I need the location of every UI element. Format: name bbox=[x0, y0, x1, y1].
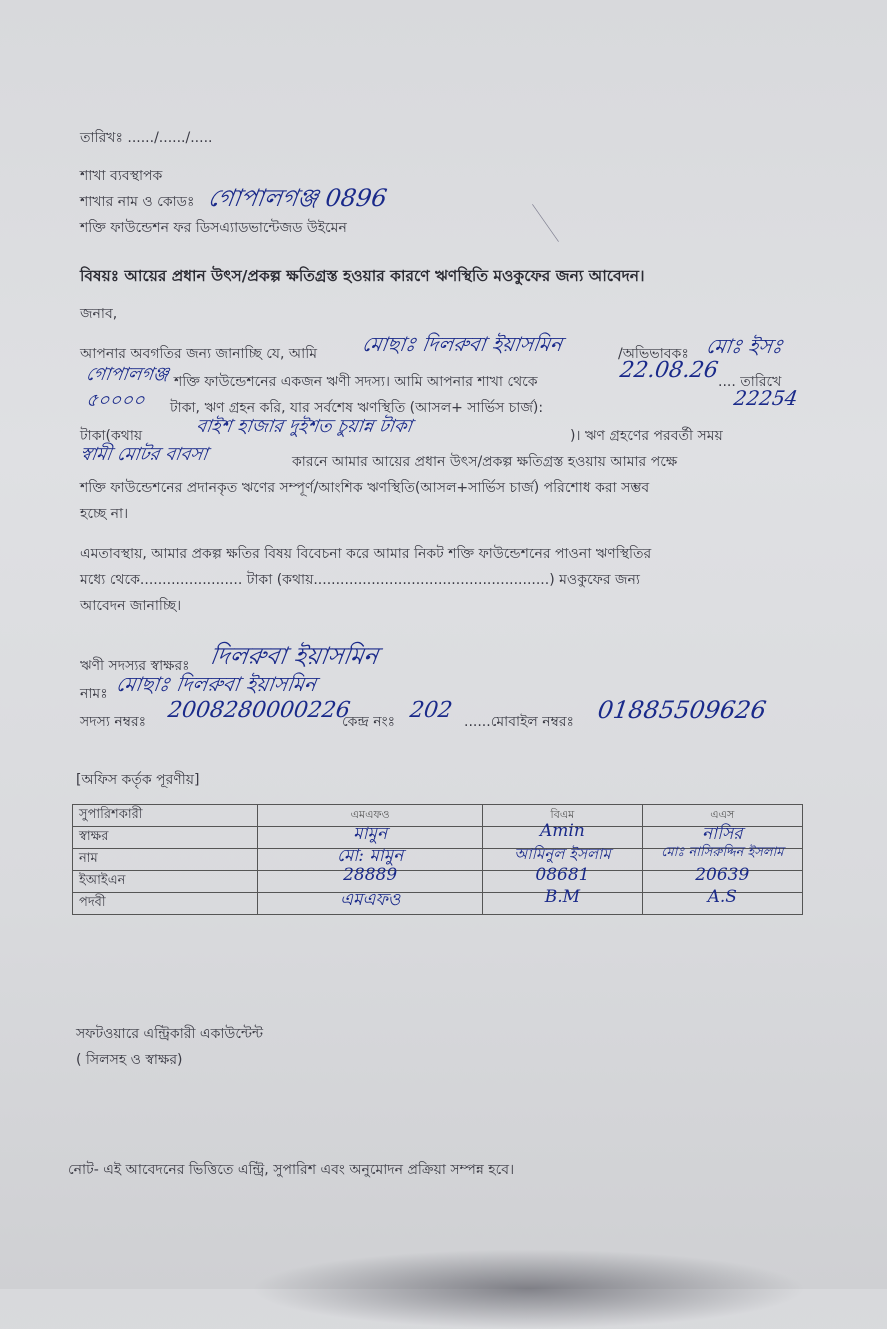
table-header-cell: বিএম bbox=[483, 805, 642, 827]
branch-handwritten: গোপালগঞ্জ bbox=[84, 364, 170, 385]
date-line: তারিখঃ ....../....../..... bbox=[80, 130, 213, 146]
subject-line: বিষয়ঃ আয়ের প্রধান উৎস/প্রকল্প ক্ষতিগ্রস্ত হওয়ার কারণে ঋণস্থিতি মওকুফের জন্য আবেদন। bbox=[80, 267, 645, 285]
row-label: ইআইএন bbox=[73, 871, 258, 893]
para1-line3-text: টাকা, ঋণ গ্রহন করি, যার সর্বশেষ ঋণস্থিতি (আসল+ সার্ভিস চার্জ): bbox=[170, 400, 544, 416]
row-label: স্বাক্ষর bbox=[73, 827, 258, 849]
accountant-label: সফটওয়ারে এন্ট্রিকারী একাউন্টেন্ট bbox=[76, 1026, 263, 1042]
member-signature-label: ঋণী সদস্যর স্বাক্ষরঃ bbox=[80, 658, 190, 674]
member-name-label: নামঃ bbox=[80, 686, 108, 702]
para1-line4-end: )। ঋণ গ্রহণের পরবর্তী সময় bbox=[570, 428, 723, 444]
handwritten-value: এমএফও bbox=[340, 890, 401, 910]
para1-line2-end: .... তারিখে bbox=[718, 374, 782, 390]
loan-amount-handwritten: ৫০০০০ bbox=[84, 390, 147, 411]
member-number-label: সদস্য নম্বরঃ bbox=[80, 714, 147, 730]
para1-line7-text: হচ্ছে না। bbox=[80, 506, 129, 522]
para1-line6-text: শক্তি ফাউন্ডেশনের প্রদানকৃত ঋণের সম্পূর্ণ/আংশিক ঋণস্থিতি(আসল+সার্ভিস চার্জ) পরিশোধ করা সম্ভব bbox=[80, 480, 650, 496]
handwritten-value: নাসির bbox=[702, 824, 743, 844]
table-row bbox=[73, 893, 803, 915]
para2-line1: এমতাবস্থায়, আমার প্রকল্প ক্ষতির বিষয় বিবেচনা করে আমার নিকট শক্তি ফাউন্ডেশনের পাওনা ঋণস্থিতির bbox=[80, 546, 652, 562]
member-name-handwritten: মোছাঃ দিলরুবা ইয়াসমিন bbox=[114, 672, 318, 696]
cause-handwritten: স্বামী মোটর বাবসা bbox=[78, 444, 209, 465]
table-cell bbox=[483, 887, 642, 915]
photo-shadow bbox=[250, 1249, 807, 1329]
table-cell bbox=[642, 887, 802, 915]
balance-handwritten: 22254 bbox=[732, 386, 800, 410]
guardian-label: /অভিভাবকঃ bbox=[618, 346, 689, 362]
handwritten-value: A.S bbox=[707, 887, 737, 907]
mobile-number-handwritten: 01885509626 bbox=[596, 696, 768, 724]
handwritten-value: আমিনুল ইসলাম bbox=[514, 845, 611, 863]
pen-stroke-mark bbox=[532, 204, 559, 242]
handwritten-value: 20639 bbox=[695, 865, 750, 885]
handwritten-value: মো: মামুন bbox=[336, 846, 404, 866]
para1-line5-text: কারনে আমার আয়ের প্রধান উৎস/প্রকল্প ক্ষতিগ্রস্ত হওয়ায় আমার পক্ষে bbox=[292, 454, 678, 470]
office-use-note: [অফিস কর্তৃক পূরণীয়] bbox=[76, 772, 200, 788]
handwritten-value: 28889 bbox=[343, 865, 398, 885]
table-cell bbox=[258, 890, 483, 915]
table-header-cell: এএস bbox=[642, 805, 802, 827]
handwritten-value: মোঃ নাসিরুদ্দিন ইসলাম bbox=[661, 845, 784, 860]
handwritten-value: মামুন bbox=[353, 824, 388, 844]
member-signature: দিলরুবা ইয়াসমিন bbox=[208, 642, 380, 670]
handwritten-value: 08681 bbox=[535, 865, 590, 885]
para1-line1-text: আপনার অবগতির জন্য জানাচ্ছি যে, আমি bbox=[80, 346, 318, 362]
table-header-cell: সুপারিশকারী bbox=[73, 805, 258, 827]
branch-label: শাখার নাম ও কোডঃ bbox=[80, 194, 195, 210]
organization-name: শক্তি ফাউন্ডেশন ফর ডিসএ্যাডভান্টেজড উইমেন bbox=[80, 220, 347, 236]
amount-in-words-handwritten: বাইশ হাজার দুইশত চুয়ান্ন টাকা bbox=[194, 416, 414, 437]
handwritten-value: Amin bbox=[540, 821, 585, 841]
para2-line2: মধ্যে থেকে....................... টাকা (কথায়.....................................................) মওকুফের জন্য bbox=[80, 572, 640, 588]
guardian-name-handwritten: মোঃ ইসঃ bbox=[704, 334, 785, 358]
accountant-seal-label: ( সিলসহ ও স্বাক্ষর) bbox=[76, 1052, 183, 1068]
addressee-title: শাখা ব্যবস্থাপক bbox=[80, 168, 163, 184]
member-number-handwritten: 2008280000226 bbox=[166, 698, 352, 723]
salutation: জনাব, bbox=[80, 306, 118, 322]
center-label: কেন্দ্র নংঃ bbox=[342, 714, 396, 730]
para1-line4-text: টাকা(কথায় bbox=[80, 428, 143, 444]
row-label: পদবী bbox=[73, 893, 258, 915]
branch-name-handwritten: গোপালগঞ্জ 0896 bbox=[206, 184, 389, 212]
table-header-cell: এমএফও bbox=[258, 805, 483, 827]
loan-date-handwritten: 22.08.26 bbox=[618, 358, 720, 383]
center-number-handwritten: 202 bbox=[408, 698, 454, 723]
handwritten-value: B.M bbox=[544, 887, 581, 907]
mobile-label: ......মোবাইল নম্বরঃ bbox=[464, 714, 574, 730]
para2-line3: আবেদন জানাচ্ছি। bbox=[80, 598, 182, 614]
recommendation-table bbox=[72, 804, 803, 915]
footer-note: নোট- এই আবেদনের ভিত্তিতে এন্ট্রি, সুপারিশ এবং অনুমোদন প্রক্রিয়া সম্পন্ন হবে। bbox=[68, 1162, 515, 1178]
row-label: নাম bbox=[73, 849, 258, 871]
applicant-name-handwritten: মোছাঃ দিলরুবা ইয়াসমিন bbox=[360, 332, 564, 356]
para1-line2-text: শক্তি ফাউন্ডেশনের একজন ঋণী সদস্য। আমি আপনার শাখা থেকে bbox=[174, 374, 538, 390]
